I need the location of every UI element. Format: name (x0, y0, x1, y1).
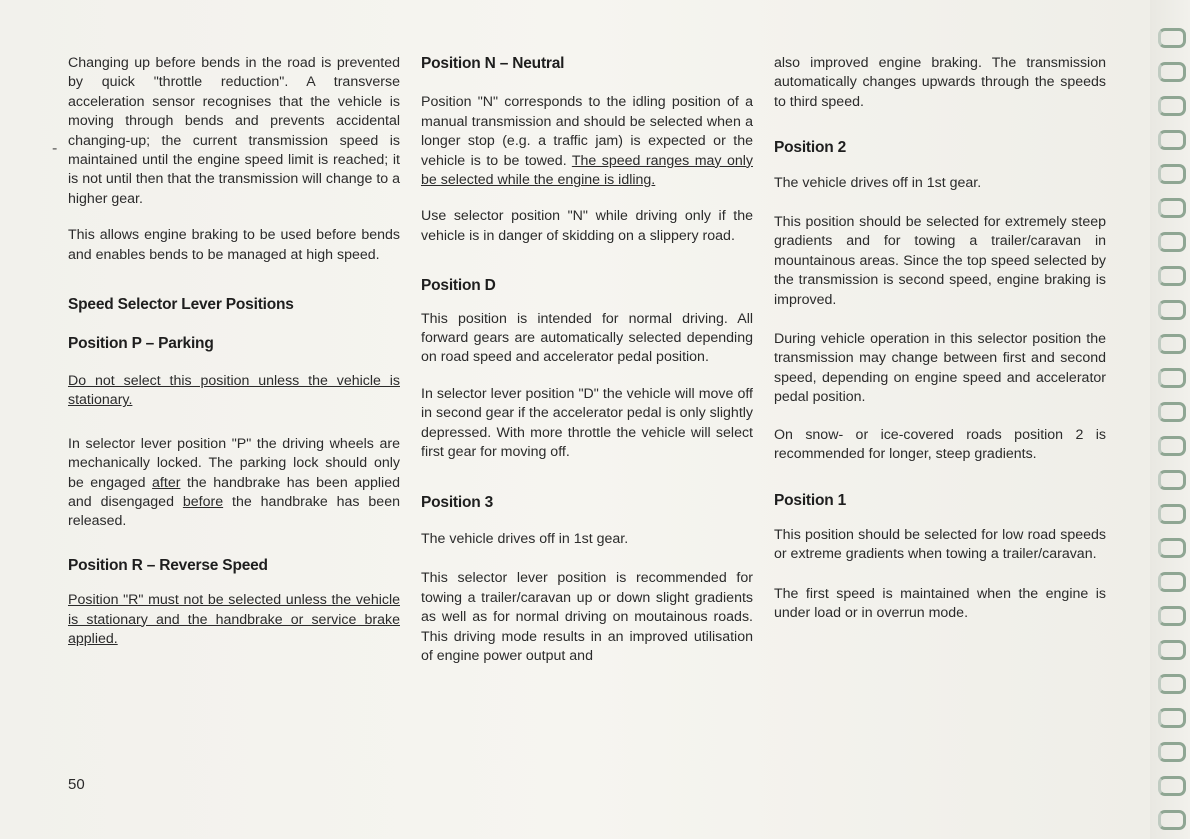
heading-position-1: Position 1 (774, 491, 847, 509)
binding-ring (1158, 436, 1186, 456)
binding-ring (1158, 640, 1186, 660)
paragraph-position-2-operation: During vehicle operation in this selector position the transmission may change between first and second speed, depending on engine speed and accelerator pedal position. (774, 331, 1106, 406)
binding-ring (1158, 266, 1186, 286)
binding-ring (1158, 368, 1186, 388)
heading-position-p: Position P – Parking (68, 335, 214, 353)
paragraph-position-d-detail: In selector lever position "D" the vehicle will move off in second gear if the accelerator pedal is only slightly depressed. With more throttle the vehicle will select first gear for moving off. (421, 385, 754, 461)
binding-ring (1158, 198, 1186, 218)
emphasis-before: before (182, 493, 224, 510)
binding-ring (1158, 606, 1186, 626)
binding-ring (1158, 28, 1186, 48)
binding-ring (1158, 504, 1186, 524)
margin-mark: - (52, 140, 58, 157)
column-left (68, 54, 400, 666)
binding-ring (1158, 742, 1186, 762)
paragraph-position-n (421, 93, 753, 190)
paragraph-position-d: This position is intended for normal driving. All forward gears are automatically selected depending on road speed and accelerator pedal position. (421, 310, 753, 366)
heading-position-d: Position D (421, 277, 496, 295)
text-segment: Position "N" corresponds to the idling position of a manual transmission and should be selected when a longer stop (e.g. a traffic jam) is expected or the vehicle is to be towed. (421, 94, 753, 169)
paragraph-throttle-reduction: Changing up before bends in the road is prevented by quick "throttle reduction". A transverse acceleration sensor recognises that the vehicle is moving through bends and prevents accidental changing-up; the current transmission speed is maintained until the engine speed limit is reached; it is not until then that the transmission will change to a higher gear. (68, 55, 401, 207)
binding-ring (1158, 810, 1186, 830)
binding-ring (1158, 776, 1186, 796)
heading-speed-selector-positions: Speed Selector Lever Positions (68, 296, 294, 314)
binding-ring (1158, 572, 1186, 592)
column-right (774, 54, 1106, 641)
column-middle (421, 54, 753, 683)
binding-ring (1158, 96, 1186, 116)
binding-ring (1158, 130, 1186, 150)
text-segment: the handbrake has been released. (68, 493, 400, 530)
paragraph-first-speed: The first speed is maintained when the engine is under load or in overrun mode. (774, 585, 1106, 622)
heading-position-r: Position R – Reverse Speed (68, 556, 268, 574)
binding-ring (1158, 164, 1186, 184)
paragraph-position-p (68, 435, 400, 532)
text-segment: In selector lever position "P" the driving wheels are mechanically locked. The parking lock should only be engaged (68, 435, 400, 491)
spiral-binding (1150, 0, 1190, 839)
heading-position-3: Position 3 (421, 493, 494, 511)
paragraph-position-3-gear: The vehicle drives off in 1st gear. (421, 530, 629, 547)
binding-ring (1158, 470, 1186, 490)
heading-position-2: Position 2 (774, 139, 847, 157)
binding-ring (1158, 300, 1186, 320)
warning-position-p: Do not select this position unless the vehicle is stationary. (68, 372, 400, 409)
emphasis-idling: The speed ranges may only be selected while the engine is idling. (421, 152, 753, 189)
warning-position-r: Position "R" must not be selected unless the vehicle is stationary and the handbrake or service brake applied. (68, 592, 400, 647)
paragraph-position-2-gear: The vehicle drives off in 1st gear. (774, 174, 982, 191)
paragraph-engine-braking: This allows engine braking to be used before bends and enables bends to be managed at high speed. (68, 227, 400, 263)
paragraph-position-3: This selector lever position is recommended for towing a trailer/caravan up or down slight gradients as well as for normal driving on moutainous roads. This driving mode results in an improved utilisation of engine power output and (421, 570, 753, 664)
binding-ring (1158, 232, 1186, 252)
paragraph-engine-braking-cont: also improved engine braking. The transmission automatically changes upwards through the speeds to third speed. (774, 55, 1106, 110)
paragraph-skidding: Use selector position "N" while driving only if the vehicle is in danger of skidding on a slippery road. (421, 208, 753, 244)
binding-ring (1158, 62, 1186, 82)
emphasis-after: after (152, 474, 181, 491)
binding-ring (1158, 674, 1186, 694)
binding-ring (1158, 402, 1186, 422)
binding-ring (1158, 334, 1186, 354)
text-segment: the handbrake has been applied and disengaged (68, 474, 400, 510)
paragraph-position-1: This position should be selected for low road speeds or extreme gradients when towing a trailer/caravan. (774, 526, 1106, 563)
paragraph-snow-ice: On snow- or ice-covered roads position 2 is recommended for longer, steep gradients. (774, 426, 1106, 463)
binding-ring (1158, 708, 1186, 728)
binding-ring (1158, 538, 1186, 558)
heading-position-n: Position N – Neutral (421, 55, 565, 72)
paragraph-position-2: This position should be selected for extremely steep gradients and for towing a trailer/caravan in mountainous areas. Since the top speed selected by the transmission is second speed, engine braking is improved. (774, 214, 1106, 308)
page-number: 50 (68, 776, 85, 793)
